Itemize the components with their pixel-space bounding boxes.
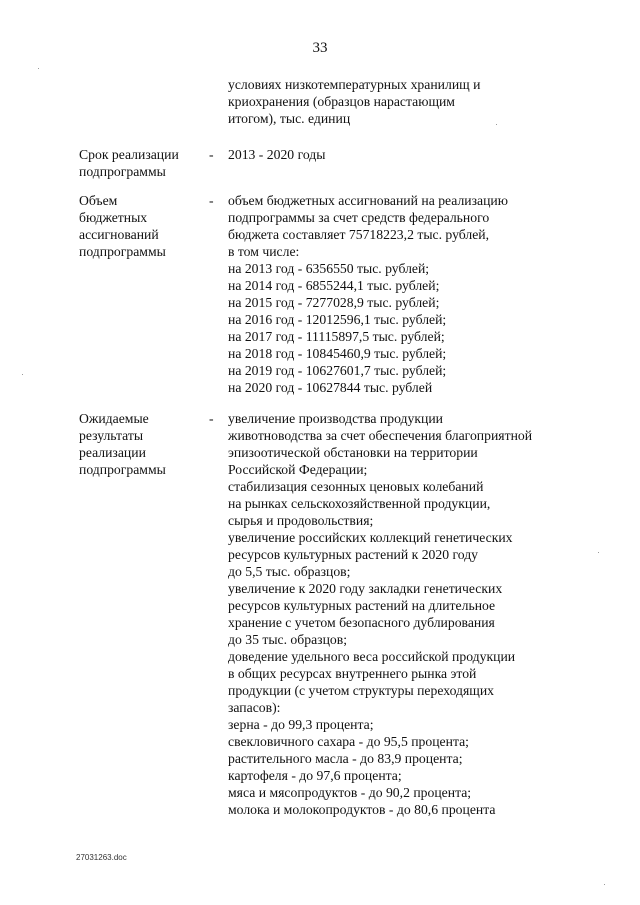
label-line: подпрограммы	[79, 244, 166, 259]
content-line: на 2013 год - 6356550 тыс. рублей;	[228, 261, 430, 276]
text-line: условиях низкотемпературных хранилищ и	[228, 77, 481, 92]
content-line: на 2014 год - 6855244,1 тыс. рублей;	[228, 278, 440, 293]
row-label	[79, 410, 199, 478]
label-line: подпрограммы	[79, 462, 166, 477]
text-line: итогом), тыс. единиц	[228, 111, 351, 126]
content-line: сырья и продовольствия;	[228, 513, 374, 528]
content-line: ресурсов культурных растений к 2020 году	[228, 547, 479, 562]
content-line: мяса и мясопродуктов - до 90,2 процента;	[228, 785, 472, 800]
file-name-footer: 27031263.doc	[76, 853, 127, 862]
label-line: Ожидаемые	[79, 411, 149, 426]
row-dash: -	[209, 147, 214, 162]
scan-speck	[496, 124, 497, 125]
content-line: объем бюджетных ассигнований на реализацию	[228, 193, 508, 208]
content-line: на 2018 год - 10845460,9 тыс. рублей;	[228, 346, 447, 361]
row-content	[228, 192, 508, 396]
label-line: подпрограммы	[79, 164, 166, 179]
label-line: ассигнований	[79, 227, 159, 242]
content-line: до 5,5 тыс. образцов;	[228, 564, 351, 579]
content-line: свекловичного сахара - до 95,5 процента;	[228, 734, 469, 749]
label-line: Объем	[79, 193, 118, 208]
content-line: на 2019 год - 10627601,7 тыс. рублей;	[228, 363, 447, 378]
row-dash: -	[209, 411, 214, 426]
content-line: на 2015 год - 7277028,9 тыс. рублей;	[228, 295, 440, 310]
content-line: Российской Федерации;	[228, 462, 368, 477]
content-line: доведение удельного веса российской продукции	[228, 649, 516, 664]
content-line: растительного масла - до 83,9 процента;	[228, 751, 463, 766]
content-line: картофеля - до 97,6 процента;	[228, 768, 402, 783]
scan-speck	[604, 884, 605, 885]
content-line: хранение с учетом безопасного дублирования	[228, 615, 495, 630]
row-label	[79, 146, 199, 180]
scan-speck	[38, 68, 39, 69]
content-line: запасов):	[228, 700, 281, 715]
content-line: в общих ресурсах внутреннего рынка этой	[228, 666, 477, 681]
content-line: ресурсов культурных растений на длительное	[228, 598, 496, 613]
row-dash: -	[209, 193, 214, 208]
row-content	[228, 410, 532, 818]
content-line: молока и молокопродуктов - до 80,6 процента	[228, 802, 496, 817]
content-line: на 2017 год - 11115897,5 тыс. рублей;	[228, 329, 445, 344]
label-line: результаты	[79, 428, 144, 443]
label-line: бюджетных	[79, 210, 148, 225]
row-content	[228, 146, 325, 163]
content-line: до 35 тыс. образцов;	[228, 632, 348, 647]
scan-speck	[598, 552, 599, 553]
scan-speck	[22, 374, 23, 375]
content-line: увеличение российских коллекций генетических	[228, 530, 513, 545]
content-line: в том числе:	[228, 244, 300, 259]
content-line: бюджета составляет 75718223,2 тыс. рублей,	[228, 227, 490, 242]
content-line: эпизоотической обстановки на территории	[228, 445, 478, 460]
content-line: зерна - до 99,3 процента;	[228, 717, 374, 732]
content-line: увеличение производства продукции	[228, 411, 443, 426]
page-number: 33	[312, 40, 328, 56]
content-line: подпрограммы за счет средств федерального	[228, 210, 490, 225]
text-line: криохранения (образцов нарастающим	[228, 94, 455, 109]
continued-text	[228, 76, 480, 127]
content-line: 2013 - 2020 годы	[228, 147, 326, 162]
label-line: Срок реализации	[79, 147, 179, 162]
content-line: на 2016 год - 12012596,1 тыс. рублей;	[228, 312, 447, 327]
content-line: стабилизация сезонных ценовых колебаний	[228, 479, 484, 494]
row-label	[79, 192, 199, 260]
content-line: на рынках сельскохозяйственной продукции,	[228, 496, 491, 511]
content-line: животноводства за счет обеспечения благоприятной	[228, 428, 533, 443]
label-line: реализации	[79, 445, 146, 460]
content-line: на 2020 год - 10627844 тыс. рублей	[228, 380, 433, 395]
content-line: увеличение к 2020 году закладки генетических	[228, 581, 503, 596]
content-line: продукции (с учетом структуры переходящих	[228, 683, 494, 698]
